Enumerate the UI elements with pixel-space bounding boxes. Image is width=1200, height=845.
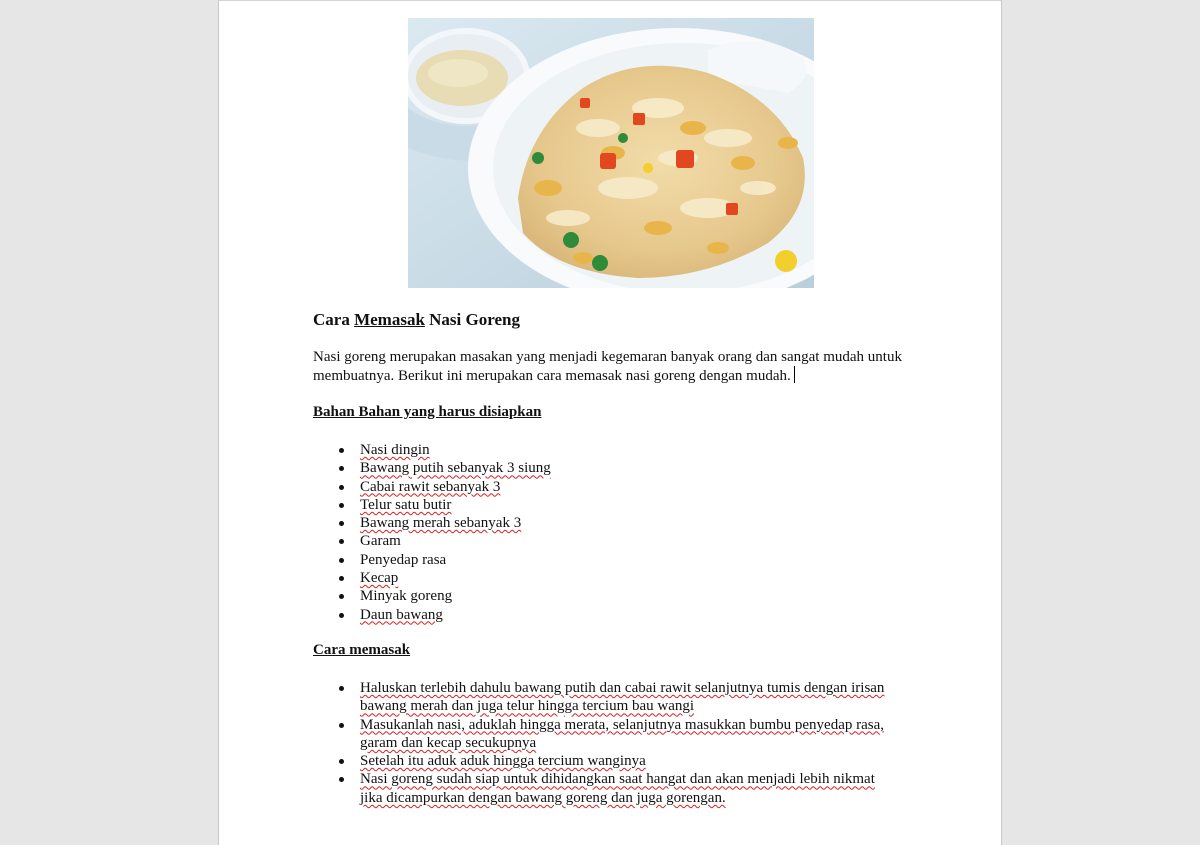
list-item-text: Nasi dingin (360, 442, 430, 458)
list-item[interactable] (313, 532, 913, 550)
text-cursor (794, 366, 795, 383)
title-part-1: Cara (313, 310, 355, 329)
steps-heading[interactable] (313, 642, 410, 659)
bullet-icon (339, 723, 344, 728)
list-item-text: Minyak goreng (360, 588, 453, 605)
title-part-2: Memasak (354, 310, 425, 329)
steps-list[interactable] (313, 679, 913, 807)
list-item-text: Telur satu butir (360, 496, 452, 513)
bullet-icon (339, 777, 344, 782)
list-item-text: Bawang putih sebanyak 3 siung (360, 460, 551, 477)
bullet-icon (339, 594, 344, 599)
intro-paragraph[interactable] (313, 348, 913, 385)
list-item-text: Cabai rawit sebanyak 3 (360, 478, 501, 495)
list-item-text: Penyedap rasa (360, 551, 447, 568)
ingredients-list[interactable] (313, 441, 913, 624)
bullet-icon (339, 539, 344, 544)
list-item-text: Kecap (360, 570, 399, 587)
document-page[interactable] (218, 0, 1002, 845)
list-item[interactable] (313, 551, 913, 569)
list-item-text: Garam (360, 533, 401, 550)
steps-heading-text: Cara memasak (313, 642, 411, 658)
intro-text: Nasi goreng merupakan masakan yang menjadi kegemaran banyak orang dan sangat mudah untuk membuatnya. Berikut ini merupakan cara memasak nasi goreng dengan mudah. (313, 349, 902, 384)
document-title[interactable] (313, 310, 520, 330)
list-item-text: Bawang merah sebanyak 3 (360, 515, 522, 532)
list-item[interactable] (313, 478, 913, 496)
list-item-text: Masukanlah nasi, aduklah hingga merata, selanjutnya masukkan bumbu penyedap rasa, garam dan kecap secukupnya (360, 716, 885, 751)
list-item-text: Nasi goreng sudah siap untuk dihidangkan saat hangat dan akan menjadi lebih nikmat jika dicampurkan dengan bawang goreng dan juga gorengan. (360, 771, 875, 806)
list-item[interactable] (313, 514, 913, 532)
bullet-icon (339, 686, 344, 691)
bullet-icon (339, 466, 344, 471)
list-item[interactable] (313, 569, 913, 587)
list-item[interactable] (313, 606, 913, 624)
list-item-text: Daun bawang (360, 606, 443, 623)
list-item[interactable] (313, 459, 913, 477)
bullet-icon (339, 448, 344, 453)
list-item[interactable] (313, 587, 913, 605)
bullet-icon (339, 613, 344, 618)
bullet-icon (339, 759, 344, 764)
bullet-icon (339, 503, 344, 508)
list-item[interactable] (313, 496, 913, 514)
bullet-icon (339, 521, 344, 526)
title-part-3: Nasi Goreng (424, 310, 520, 329)
list-item[interactable] (313, 679, 913, 716)
bullet-icon (339, 558, 344, 563)
list-item[interactable] (313, 752, 913, 770)
list-item[interactable] (313, 716, 913, 753)
fried-rice-illustration (408, 18, 814, 288)
bullet-icon (339, 485, 344, 490)
list-item-text: Setelah itu aduk aduk hingga tercium wanginya (360, 753, 646, 770)
ingredients-heading[interactable]: Bahan Bahan yang harus disiapkan (313, 404, 542, 420)
bullet-icon (339, 576, 344, 581)
list-item[interactable] (313, 441, 913, 459)
list-item-text: Haluskan terlebih dahulu bawang putih dan cabai rawit selanjutnya tumis dengan irisan bawang merah dan juga telur hingga tercium bau wangi (360, 680, 885, 715)
list-item[interactable] (313, 770, 913, 807)
fried-rice-photo[interactable] (408, 18, 814, 288)
